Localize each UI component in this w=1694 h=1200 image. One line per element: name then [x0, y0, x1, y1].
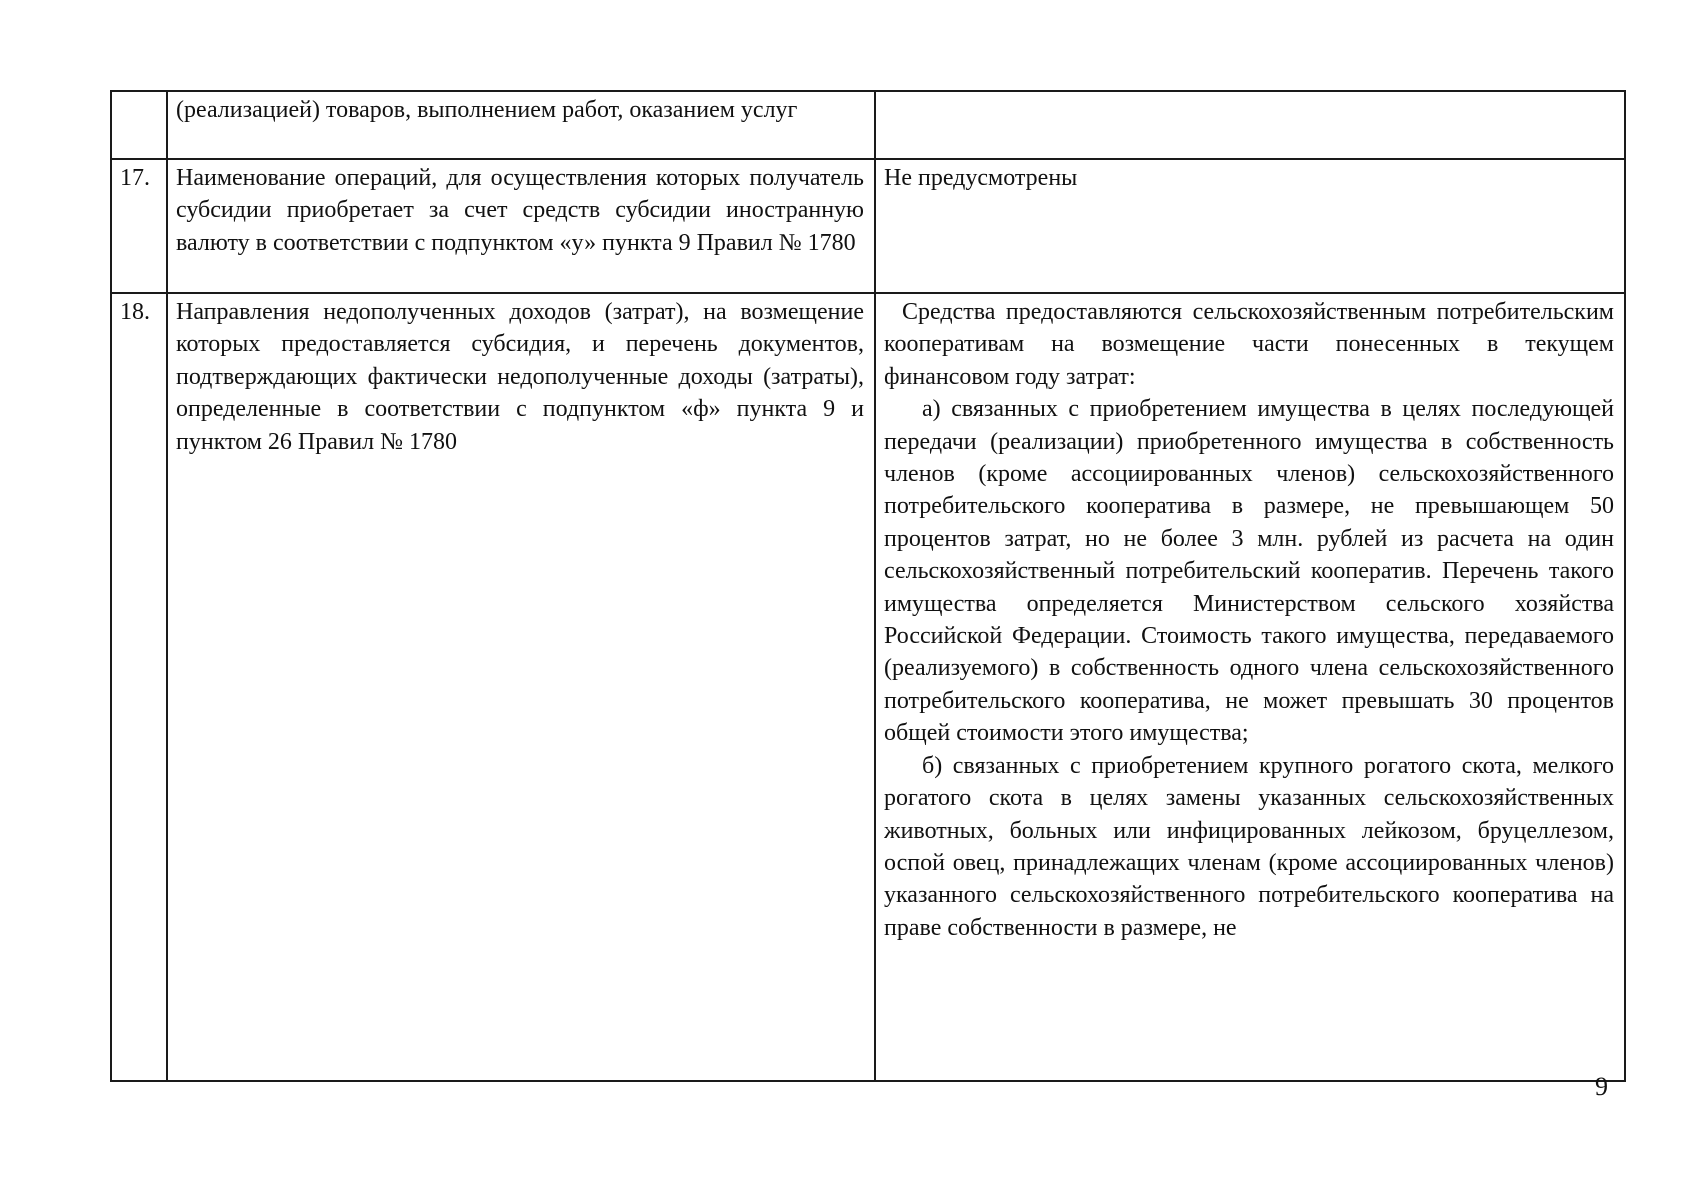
value-paragraph-b: б) связанных с приобретением крупного рогатого скота, мелкого рогатого скота в целях замены указанных сельскохозяйственных животных, больных или инфицированных лейкозом, бруцеллезом, оспой овец, принадлежащих членам (кроме ассоциированных членов) указанного сельскохозяйственного потребительского кооператива на праве собственности в размере, не	[884, 752, 1614, 941]
row-description: (реализацией) товаров, выполнением работ, оказанием услуг	[167, 91, 875, 159]
value-paragraph-a: а) связанных с приобретением имущества в целях последующей передачи (реализации) приобретенного имущества в собственность членов (кроме ассоциированных членов) сельскохозяйственного потребительского кооператива в размере, не превышающем 50 процентов затрат, но не более 3 млн. рублей из расчета на один сельскохозяйственный потребительский кооператив. Перечень такого имущества определяется Министерством сельского хозяйства Российской Федерации. Стоимость такого имущества, передаваемого (реализуемого) в собственность одного члена сельскохозяйственного потребительского кооператива, не может превышать 30 процентов общей стоимости этого имущества;	[884, 396, 1614, 747]
row-value-text	[884, 296, 1614, 1077]
table-row	[111, 91, 1625, 159]
page-number: 9	[1595, 1072, 1608, 1101]
subsidy-table	[110, 90, 1626, 1082]
table-row	[111, 293, 1625, 1081]
row-value: Не предусмотрены	[875, 159, 1625, 293]
table-row	[111, 159, 1625, 293]
row-number: 18.	[111, 293, 167, 1081]
row-value	[875, 293, 1625, 1081]
row-number	[111, 91, 167, 159]
row-description: Направления недополученных доходов (затрат), на возмещение которых предоставляется субсидия, и перечень документов, подтверждающих фактически недополученные доходы (затраты), определенные в соответствии с подпунктом «ф» пункта 9 и пунктом 26 Правил № 1780	[167, 293, 875, 1081]
value-paragraph-intro: Средства предоставляются сельскохозяйственным потребительским кооперативам на возмещение части понесенных в текущем финансовом году затрат:	[884, 299, 1614, 390]
row-number: 17.	[111, 159, 167, 293]
row-value	[875, 91, 1625, 159]
row-description: Наименование операций, для осуществления которых получатель субсидии приобретает за счет средств субсидии иностранную валюту в соответствии с подпунктом «у» пункта 9 Правил № 1780	[167, 159, 875, 293]
